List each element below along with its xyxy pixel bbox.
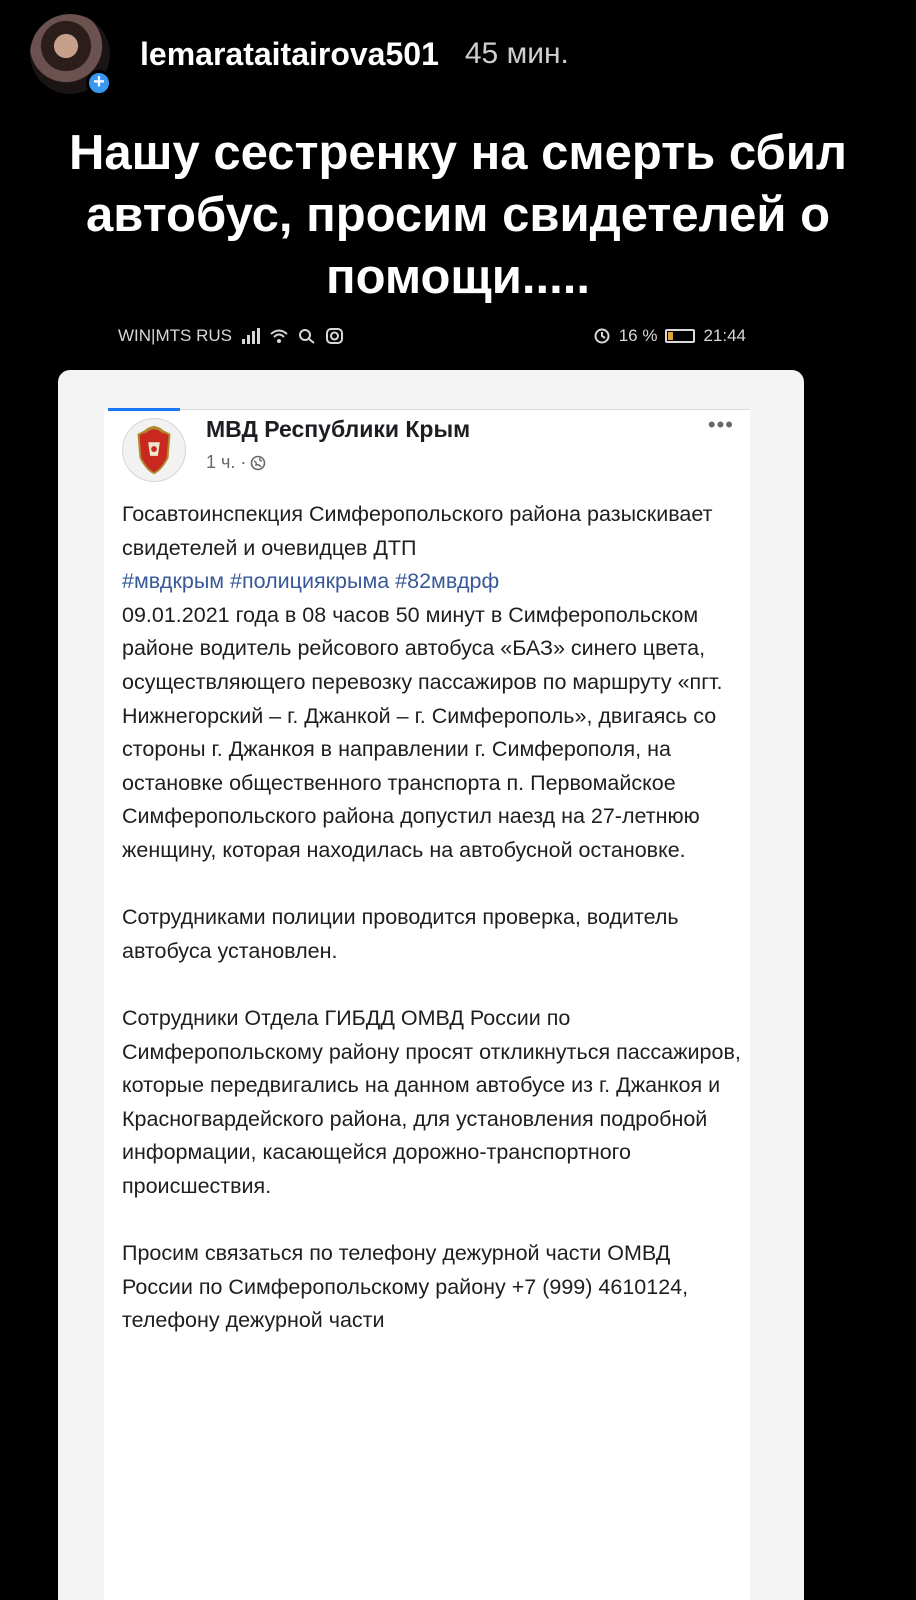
post-hashtags[interactable]: #мвдкрым #полициякрыма #82мвдрф [122,569,500,594]
post-header [122,412,742,482]
post-intro: Госавтоинспекция Симферопольского района разыскивает свидетелей и очевидцев ДТП [122,502,713,560]
post-meta [206,452,266,473]
story-time: 45 мин. [464,37,569,70]
battery-icon [665,329,695,343]
status-time: 21:44 [703,326,746,345]
post-screenshot [58,370,804,1600]
search-icon [298,328,316,344]
post-paragraph: 09.01.2021 года в 08 часов 50 минут в Симферопольском районе водитель рейсового автобуса «БАЗ» синего цвета, осуществляющего перевозку пассажиров по маршруту «пгт. Нижнегорский – г. Джанкой – г. Симферополь», двигаясь со стороны г. Джанкоя в направлении г. Симферополя, на остановке общественного транспорта п. Первомайское Симферопольского района допустил наезд на 27-летнюю женщину, которая находилась на автобусной остановке. [122,602,723,862]
carrier-label: WIN|MTS RUS [118,326,232,345]
story-username[interactable]: lemarataitairova501 [140,35,439,72]
camera-icon [326,328,344,344]
plus-icon[interactable]: + [86,70,112,96]
post-paragraph: Сотрудниками полиции проводится проверка, водитель автобуса установлен. [122,905,679,963]
post-paragraph: Сотрудники Отдела ГИБДД ОМВД России по Симферопольскому району просят откликнуться пассажиров, которые передвигались на данном автобусе из г. Джанкоя и Красногвардейского района, для установления подробной информации, касающейся дорожно-транспортного происшествия. [122,1005,741,1198]
story-headline: Нашу сестренку на смерть сбил автобус, просим свидетелей о помощи..... [69,126,847,304]
post-body [122,498,742,1338]
alarm-icon [593,328,611,344]
page-avatar[interactable] [122,418,186,482]
police-emblem-icon [123,419,185,481]
wifi-icon [270,328,288,344]
status-bar [118,324,746,348]
post-timestamp[interactable]: 1 ч. · [206,452,247,472]
battery-percent: 16 % [618,326,658,345]
divider [180,409,750,410]
tab-indicator [108,408,180,411]
avatar[interactable] [30,14,110,94]
story-header [30,14,569,94]
post-paragraph: Просим связаться по телефону дежурной части ОМВД России по Симферопольскому району +7 (999) 4610124, телефону дежурной части [122,1241,689,1333]
page-name[interactable]: МВД Республики Крым [206,416,471,442]
signal-icon [242,328,260,344]
globe-icon [250,455,266,471]
more-icon[interactable]: ••• [707,412,734,437]
